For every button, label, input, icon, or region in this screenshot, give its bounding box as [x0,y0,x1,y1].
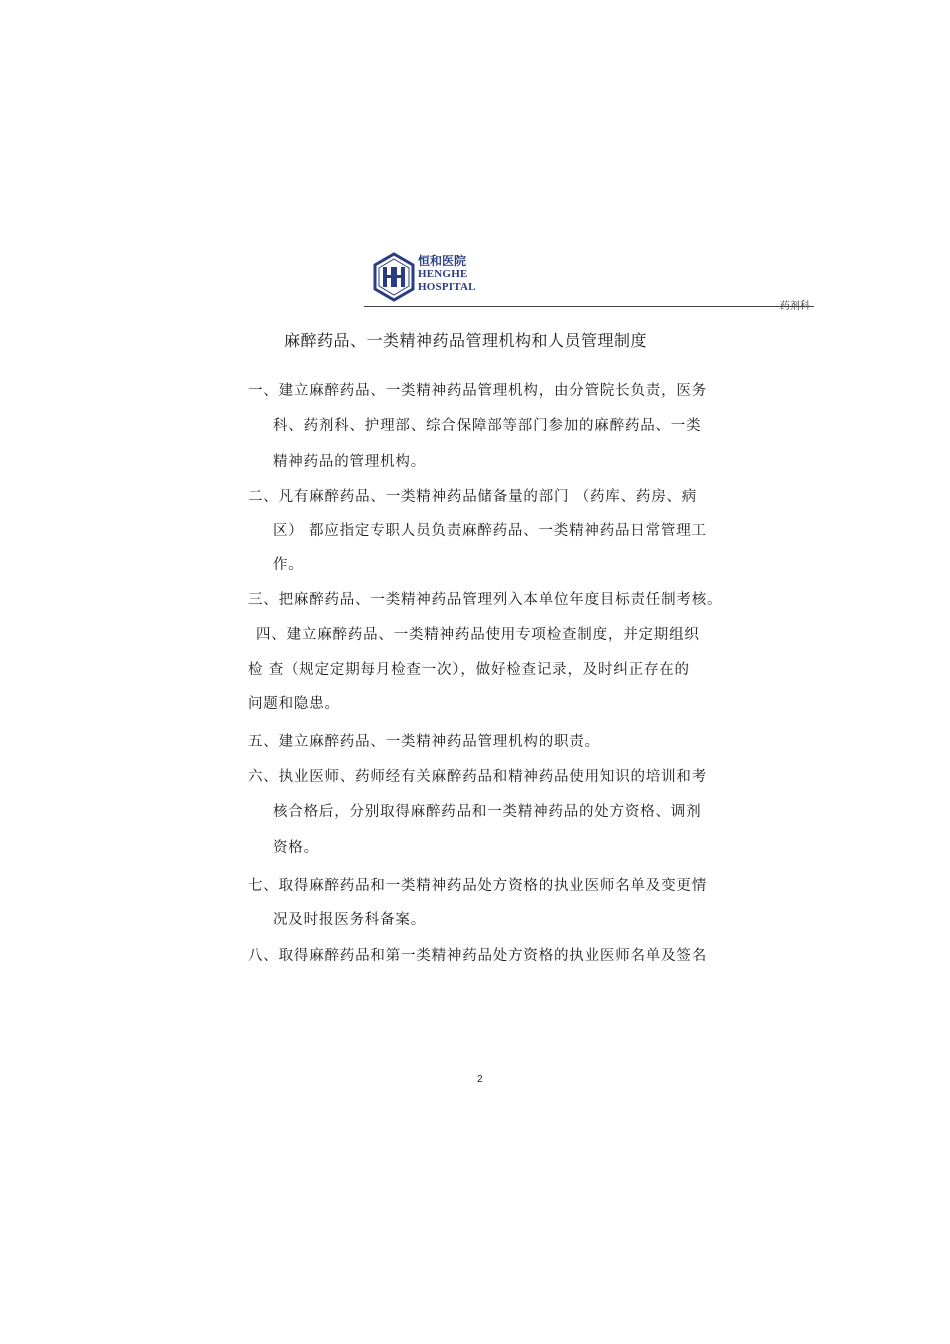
text-line: 核合格后，分别取得麻醉药品和一类精神药品的处方资格、调剂 [273,804,702,820]
logo-chinese-name: 恒和医院 [418,254,467,268]
text-line: 科、药剂科、护理部、综合保障部等部门参加的麻醉药品、一类 [273,418,702,434]
text-line: 六、执业医师、药师经有关麻醉药品和精神药品使用知识的培训和考 [248,769,707,785]
logo-english-name-2: HOSPITAL [418,281,476,293]
text-line: 七、取得麻醉药品和一类精神药品处方资格的执业医师名单及变更情 [248,878,707,894]
text-line: 三、把麻醉药品、一类精神药品管理列入本单位年度目标责任制考核。 [248,592,723,608]
document-title: 麻醉药品、一类精神药品管理机构和人员管理制度 [284,331,648,350]
text-line: 资格。 [273,840,319,856]
text-line: 精神药品的管理机构。 [273,454,426,470]
hospital-logo [372,252,502,304]
text-line: 作。 [273,557,304,573]
text-line: 二、凡有麻醉药品、一类精神药品储备量的部门 （药库、药房、病 [248,489,698,505]
text-line: 八、取得麻醉药品和第一类精神药品处方资格的执业医师名单及签名 [248,948,707,964]
department-label: 药剂科 [780,301,810,312]
text-line: 问题和隐患。 [248,696,340,712]
logo-english-name-1: HENGHE [418,268,468,280]
text-line: 四、建立麻醉药品、一类精神药品使用专项检查制度，并定期组织 [256,627,700,643]
header-divider [364,306,814,307]
hospital-emblem-icon [372,252,416,302]
text-line: 一、建立麻醉药品、一类精神药品管理机构，由分管院长负责，医务 [248,383,707,399]
page-number: 2 [477,1074,483,1085]
text-line: 五、建立麻醉药品、一类精神药品管理机构的职责。 [248,734,600,750]
text-line: 区） 都应指定专职人员负责麻醉药品、一类精神药品日常管理工 [273,523,707,539]
text-line: 检 查（规定定期每月检查一次），做好检查记录，及时纠正存在的 [248,662,690,678]
text-line: 况及时报医务科备案。 [273,912,426,928]
